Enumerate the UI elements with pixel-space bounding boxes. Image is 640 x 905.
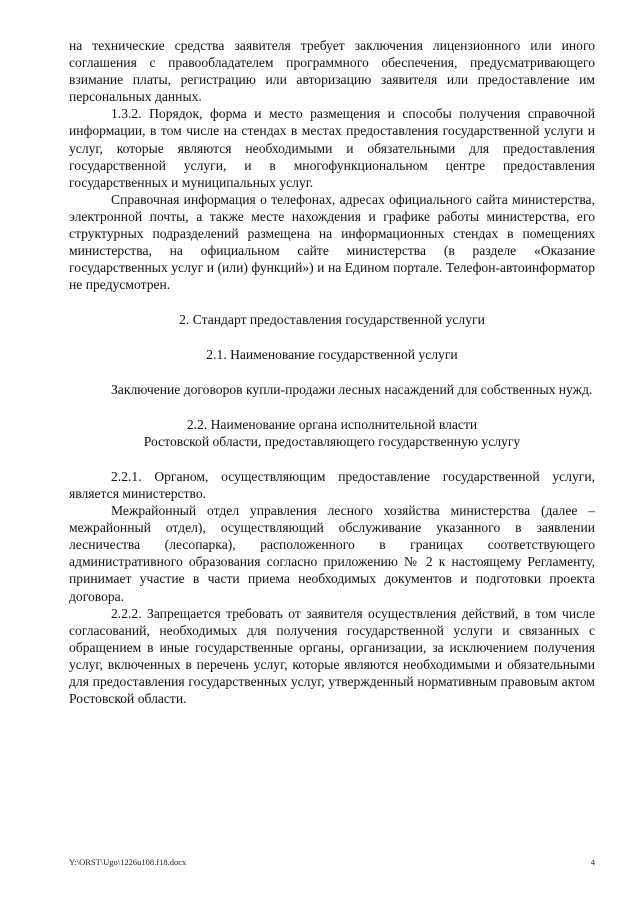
section-2-2-heading-line2: Ростовской области, предоставляющего государственную услугу (143, 433, 521, 449)
document-body (69, 37, 595, 707)
paragraph-2-2-1: 2.2.1. Органом, осуществляющим предоставление государственной услуги, является министерство. (69, 468, 595, 501)
page-number: 4 (590, 857, 595, 867)
paragraph-interdistrict-department: Межрайонный отдел управления лесного хозяйства министерства (далее – межрайонный отдел), осуществляющий обслуживание указанного в заявлении лесничества (лесопарка), расположенного в границах соответствующего административного образования согласно приложению № 2 к настоящему Регламенту, принимает участие в части приема необходимых документов и подготовки проекта договора. (69, 503, 595, 604)
section-2-2-heading-line1: 2.2. Наименование органа исполнительной власти (186, 416, 478, 432)
section-2-heading: 2. Стандарт предоставления государственной услуги (179, 312, 485, 328)
section-2-2-heading (69, 416, 595, 450)
section-2-1-text: Заключение договоров купли-продажи лесных насаждений для собственных нужд. (111, 381, 593, 397)
footer-file-path: Y:\ORST\Ugo\1226u108.f18.docx (69, 857, 187, 867)
paragraph-reference-info: Справочная информация о телефонах, адресах официального сайта министерства, электронной почты, а также месте нахождения и графике работы министерства, его структурных подразделений размещена на информационных стендах в помещениях министерства, на официальном сайте министерства (в разделе «Оказание государственных услуг и (или) функций») и на Едином портале. Телефон-автоинформатор не предусмотрен. (69, 191, 595, 293)
page-footer (69, 856, 595, 868)
paragraph-1-3-2: 1.3.2. Порядок, форма и место размещения и способы получения справочной информации, в том числе на стендах в местах предоставления государственной услуги и услуг, которые являются необходимыми и обязательными для предоставления государственной услуги, и в многофункциональном центре предоставления государственных и муниципальных услуг. (69, 106, 595, 190)
paragraph-2-2-2: 2.2.2. Запрещается требовать от заявителя осуществления действий, в том числе согласований, необходимых для получения государственной услуги и связанных с обращением в иные государственные органы, организации, за исключением получения услуг, включенных в перечень услуг, которые являются необходимыми и обязательными для предоставления государственных услуг, утвержденный нормативным правовым актом Ростовской области. (69, 605, 595, 707)
section-2-1-heading: 2.1. Наименование государственной услуги (206, 346, 458, 362)
paragraph-continuation: на технические средства заявителя требует заключения лицензионного или иного соглашения с правообладателем программного обеспечения, предусматривающего взимание платы, регистрацию или авторизацию заявителя или предоставление им персональных данных. (69, 38, 595, 105)
